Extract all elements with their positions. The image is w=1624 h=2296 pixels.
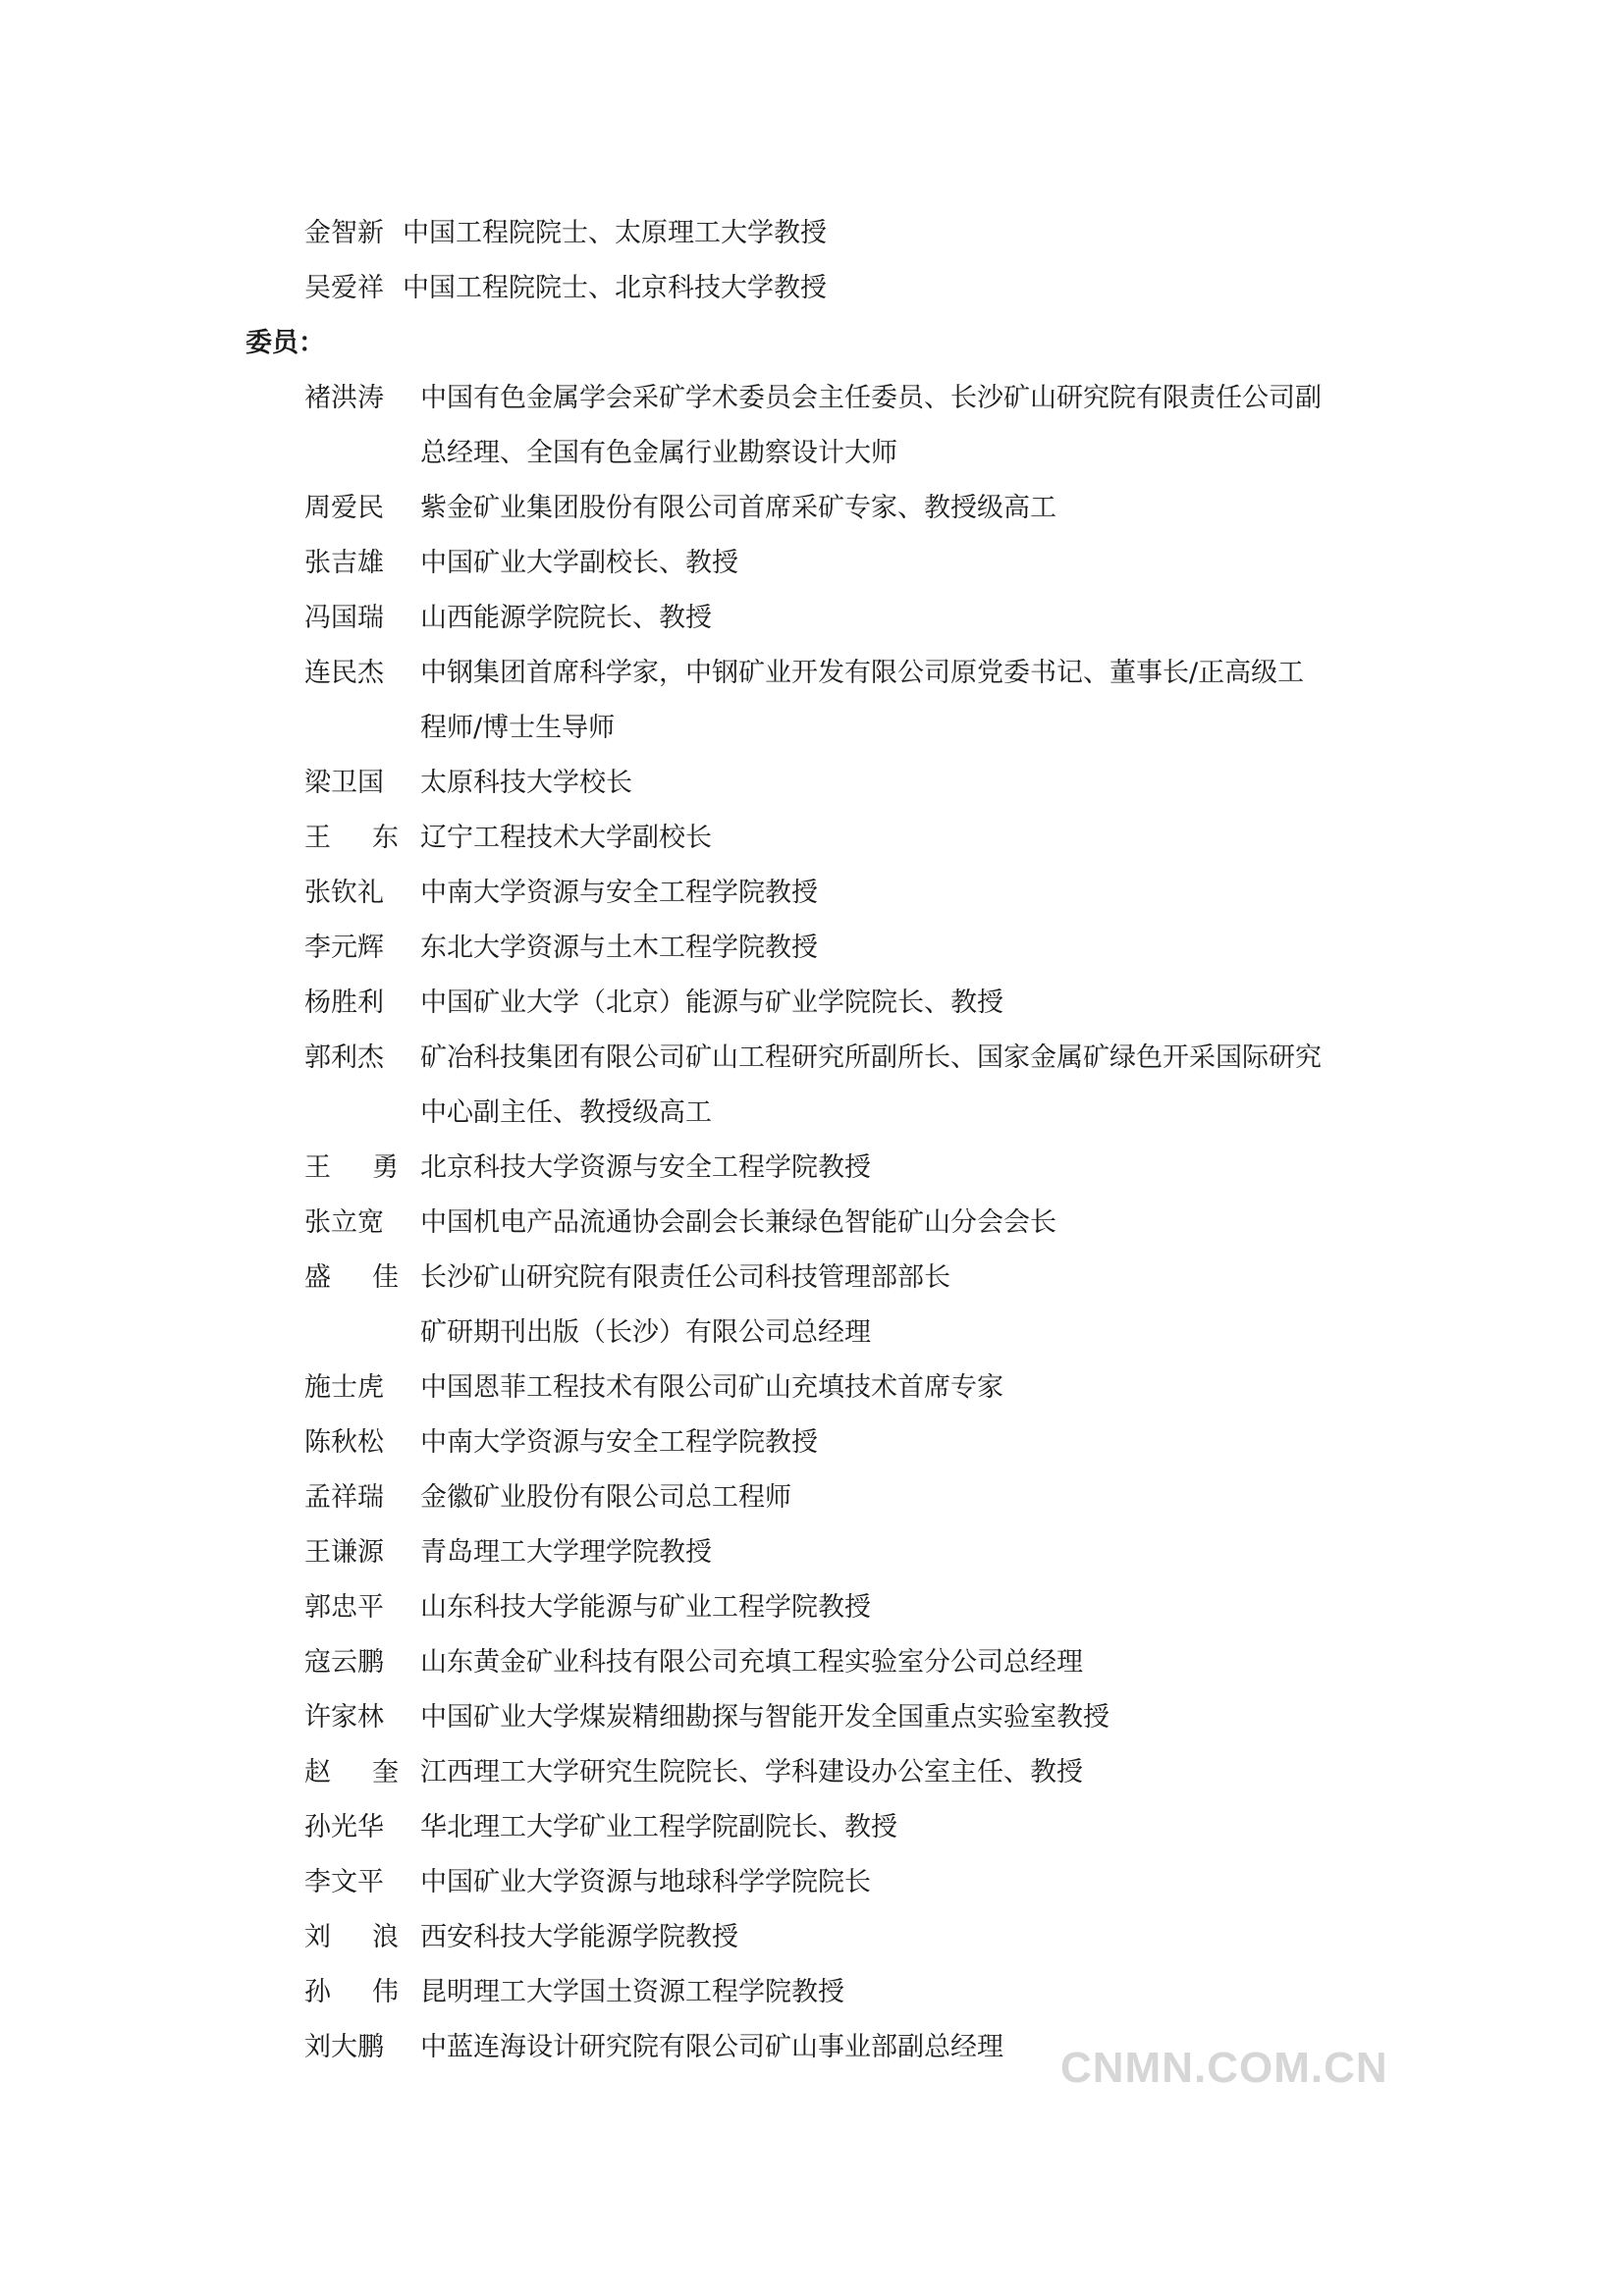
person-name: 李元辉 (304, 933, 384, 963)
person-title-line: 中国恩菲工程技术有限公司矿山充填技术首席专家 (420, 1372, 1003, 1403)
person-name: 寇云鹏 (304, 1647, 384, 1678)
person-name: 梁卫国 (304, 768, 384, 798)
person-title-line: 中蓝连海设计研究院有限公司矿山事业部副总经理 (420, 2032, 1003, 2062)
person-name: 施士虎 (304, 1372, 384, 1403)
person-name: 连民杰 (304, 658, 384, 688)
members-entry (0, 976, 1624, 1031)
person-name: 孙 伟 (304, 1977, 399, 2007)
members-entry (0, 481, 1624, 536)
members-entry (0, 1965, 1624, 2020)
person-name: 吴爱祥 (304, 273, 384, 303)
members-entry (0, 1635, 1624, 1690)
person-title-line: 中国有色金属学会采矿学术委员会主任委员、长沙矿山研究院有限责任公司副 (420, 383, 1322, 413)
members-entry (0, 1415, 1624, 1470)
person-name: 孙光华 (304, 1812, 384, 1842)
leaders-entry (0, 261, 1624, 316)
person-title-line: 中南大学资源与安全工程学院教授 (420, 1427, 818, 1458)
members-entry (0, 1196, 1624, 1251)
members-entry (0, 1745, 1624, 1800)
members-entry (0, 756, 1624, 811)
leaders-entry (0, 206, 1624, 261)
person-title-line: 太原科技大学校长 (420, 768, 632, 798)
members-entry (0, 646, 1624, 756)
members-entry (0, 1800, 1624, 1855)
person-name: 刘大鹏 (304, 2032, 384, 2062)
members-entry (0, 1525, 1624, 1580)
person-name: 王谦源 (304, 1537, 384, 1568)
person-title-line: 中钢集团首席科学家，中钢矿业开发有限公司原党委书记、董事长/正高级工 (420, 658, 1305, 688)
person-name: 孟祥瑞 (304, 1482, 384, 1513)
members-entry (0, 1690, 1624, 1745)
person-name: 李文平 (304, 1867, 384, 1897)
person-title-line: 辽宁工程技术大学副校长 (420, 823, 712, 853)
person-name: 张吉雄 (304, 548, 384, 578)
person-name: 张钦礼 (304, 878, 384, 908)
person-title-line: 江西理工大学研究生院院长、学科建设办公室主任、教授 (420, 1757, 1083, 1788)
person-title-line: 中国矿业大学（北京）能源与矿业学院院长、教授 (420, 988, 1003, 1018)
person-title-line: 青岛理工大学理学院教授 (420, 1537, 712, 1568)
person-title-line: 中国矿业大学资源与地球科学学院院长 (420, 1867, 871, 1897)
watermark-logo: CNMN.COM.CN (1060, 2044, 1388, 2092)
person-name: 王 勇 (304, 1152, 399, 1183)
members-entry (0, 1910, 1624, 1965)
person-name: 周爱民 (304, 493, 384, 523)
members-entry (0, 866, 1624, 921)
person-title-line: 矿研期刊出版（长沙）有限公司总经理 (420, 1317, 871, 1348)
person-title-line: 长沙矿山研究院有限责任公司科技管理部部长 (420, 1262, 950, 1293)
person-title-line: 中国矿业大学副校长、教授 (420, 548, 738, 578)
members-entry (0, 1470, 1624, 1525)
person-title-line: 程师/博士生导师 (420, 713, 616, 743)
members-entry (0, 1031, 1624, 1141)
person-name: 刘 浪 (304, 1922, 399, 1952)
person-title-line: 西安科技大学能源学院教授 (420, 1922, 738, 1952)
person-title-line: 山东黄金矿业科技有限公司充填工程实验室分公司总经理 (420, 1647, 1083, 1678)
person-title-line: 紫金矿业集团股份有限公司首席采矿专家、教授级高工 (420, 493, 1056, 523)
members-heading: 委员： (245, 328, 325, 358)
person-name: 王 东 (304, 823, 399, 853)
person-name: 金智新 (304, 218, 384, 248)
person-title-line: 东北大学资源与土木工程学院教授 (420, 933, 818, 963)
person-title-line: 中南大学资源与安全工程学院教授 (420, 878, 818, 908)
members-entry (0, 1361, 1624, 1415)
members-entry (0, 1855, 1624, 1910)
person-name: 许家林 (304, 1702, 384, 1733)
members-entry (0, 1141, 1624, 1196)
person-title-line: 中国工程院院士、太原理工大学教授 (403, 218, 827, 248)
members-entry (0, 536, 1624, 591)
members-entry (0, 921, 1624, 976)
person-name: 郭利杰 (304, 1042, 384, 1073)
person-title-line: 金徽矿业股份有限公司总工程师 (420, 1482, 791, 1513)
person-title-line: 中国工程院院士、北京科技大学教授 (403, 273, 827, 303)
person-name: 陈秋松 (304, 1427, 384, 1458)
person-name: 赵 奎 (304, 1757, 399, 1788)
person-title-line: 总经理、全国有色金属行业勘察设计大师 (420, 438, 897, 468)
person-name: 张立宽 (304, 1207, 384, 1238)
person-title-line: 北京科技大学资源与安全工程学院教授 (420, 1152, 871, 1183)
person-title-line: 中国矿业大学煤炭精细勘探与智能开发全国重点实验室教授 (420, 1702, 1110, 1733)
person-title-line: 山西能源学院院长、教授 (420, 603, 712, 633)
person-title-line: 华北理工大学矿业工程学院副院长、教授 (420, 1812, 897, 1842)
members-entry (0, 1580, 1624, 1635)
person-name: 盛 佳 (304, 1262, 399, 1293)
person-name: 郭忠平 (304, 1592, 384, 1623)
members-entry (0, 591, 1624, 646)
person-title-line: 中国机电产品流通协会副会长兼绿色智能矿山分会会长 (420, 1207, 1056, 1238)
person-name: 褚洪涛 (304, 383, 384, 413)
members-entry (0, 811, 1624, 866)
person-name: 冯国瑞 (304, 603, 384, 633)
members-entry (0, 1251, 1624, 1361)
person-title-line: 中心副主任、教授级高工 (420, 1097, 712, 1128)
members-entry (0, 371, 1624, 481)
person-name: 杨胜利 (304, 988, 384, 1018)
person-title-line: 昆明理工大学国土资源工程学院教授 (420, 1977, 844, 2007)
person-title-line: 矿冶科技集团有限公司矿山工程研究所副所长、国家金属矿绿色开采国际研究 (420, 1042, 1322, 1073)
person-title-line: 山东科技大学能源与矿业工程学院教授 (420, 1592, 871, 1623)
